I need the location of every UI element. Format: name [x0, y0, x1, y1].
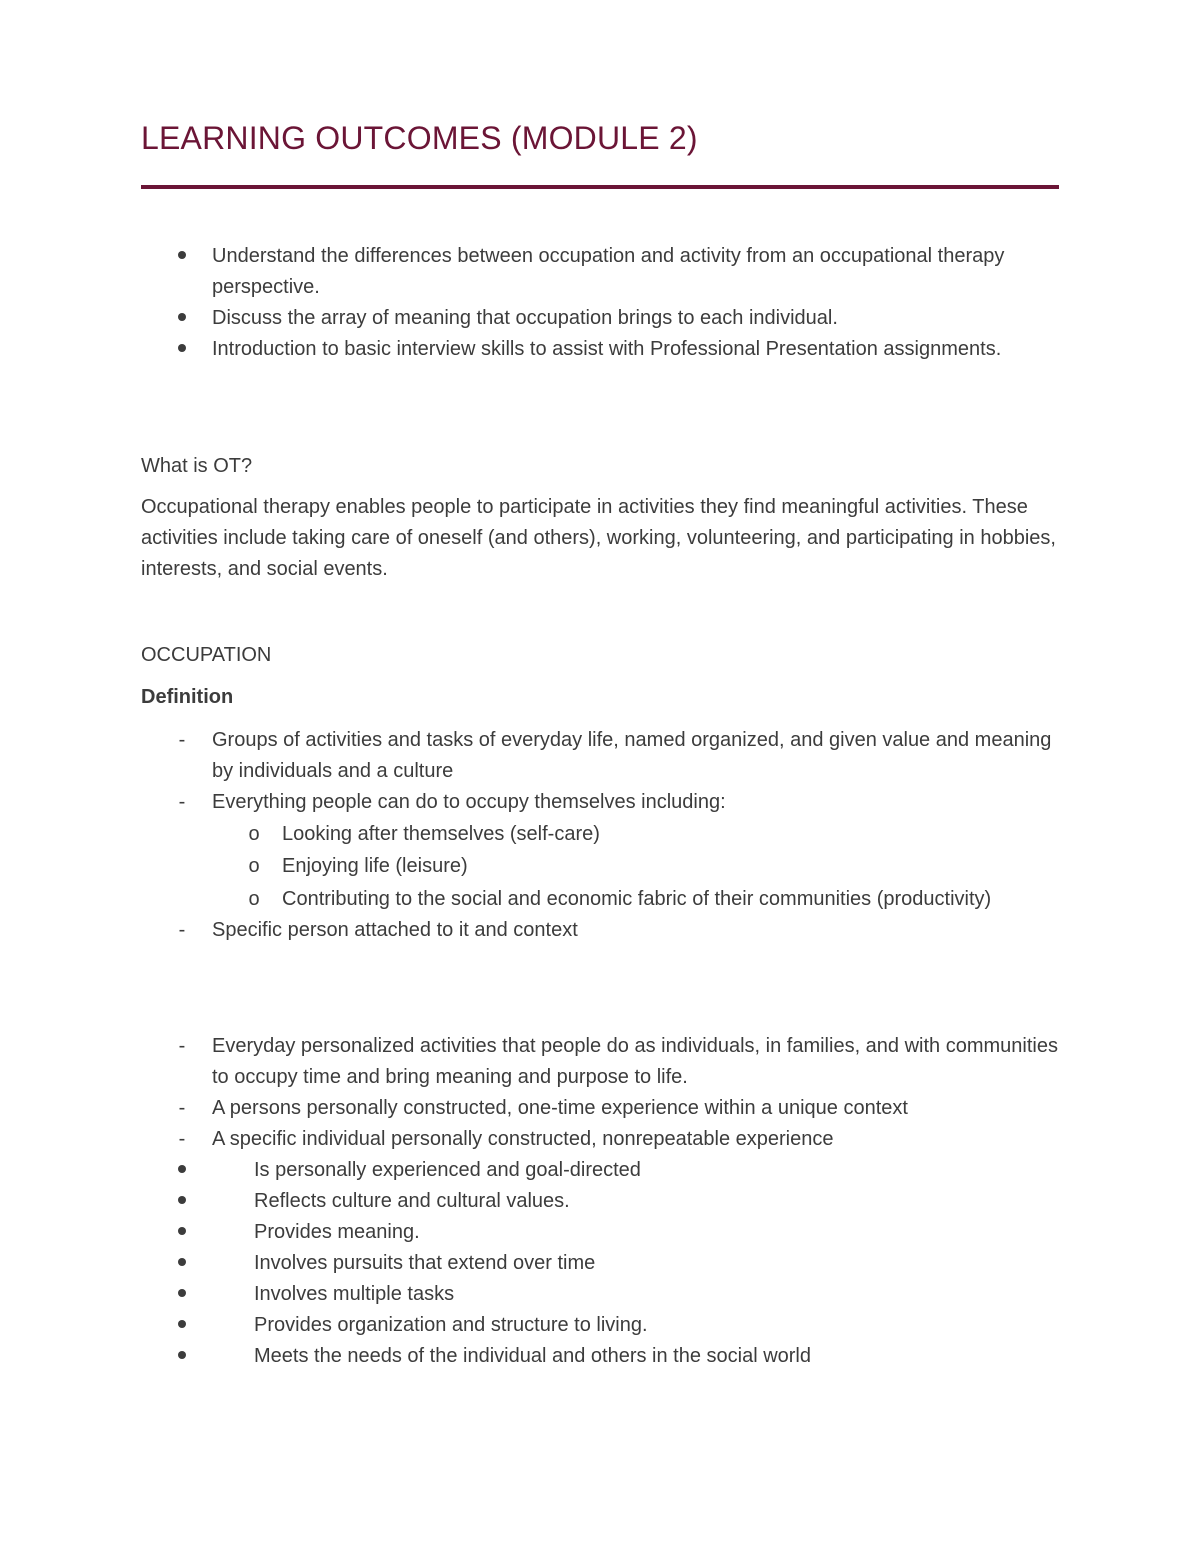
list-item	[141, 725, 1059, 787]
sub-list-item	[141, 851, 1059, 882]
characteristic-text: Involves multiple tasks	[254, 1283, 455, 1305]
list-item	[141, 1341, 1059, 1372]
sub-list-item	[141, 884, 1059, 915]
sub-item-text: Contributing to the social and economic fabric of their communities (productivity)	[282, 888, 992, 910]
list-item	[141, 303, 1059, 334]
dash-marker: -	[178, 1035, 186, 1057]
bullet-icon	[172, 1248, 192, 1279]
bullet-icon	[172, 1341, 192, 1372]
what-is-ot-paragraph: Occupational therapy enables people to participate in activities they find meaningful activities. These activities include taking care of oneself (and others), working, volunteering, and participating in hobbies, interests, and social events.	[141, 496, 1056, 580]
outcome-text: Discuss the array of meaning that occupation brings to each individual.	[212, 307, 838, 329]
bullet-icon	[172, 1217, 192, 1248]
list-item	[141, 1186, 1059, 1217]
list-item	[141, 915, 1059, 946]
list-item	[141, 1248, 1059, 1279]
bullet-icon	[172, 334, 192, 365]
definition-text: Groups of activities and tasks of everyday life, named organized, and given value and meaning by individuals and a culture	[212, 729, 1052, 782]
characteristic-text: Is personally experienced and goal-directed	[254, 1159, 641, 1181]
sub-item-text: Looking after themselves (self-care)	[282, 823, 600, 845]
outcome-text: Introduction to basic interview skills to assist with Professional Presentation assignments.	[212, 338, 1002, 360]
characteristic-text: Meets the needs of the individual and others in the social world	[254, 1345, 812, 1367]
list-item	[141, 1217, 1059, 1248]
list-item	[141, 787, 1059, 818]
outcome-text: Understand the differences between occupation and activity from an occupational therapy perspective.	[212, 245, 1005, 298]
list-item	[141, 1031, 1059, 1093]
bullet-icon	[172, 1310, 192, 1341]
list-item	[141, 1155, 1059, 1186]
description-text: A specific individual personally constructed, nonrepeatable experience	[212, 1128, 834, 1150]
list-item	[141, 334, 1059, 365]
circle-bullet-icon: o	[248, 888, 260, 910]
dash-marker: -	[178, 919, 186, 941]
bullet-icon	[172, 241, 192, 272]
occupation-description-list	[141, 1031, 1059, 1372]
characteristic-text: Involves pursuits that extend over time	[254, 1252, 596, 1274]
learning-outcomes-list	[141, 241, 1059, 365]
characteristic-text: Provides meaning.	[254, 1221, 420, 1243]
bullet-icon	[172, 1186, 192, 1217]
definition-text: Everything people can do to occupy themselves including:	[212, 791, 726, 813]
title-underline	[141, 185, 1059, 189]
definition-list	[141, 725, 1059, 946]
list-item	[141, 241, 1059, 303]
circle-bullet-icon: o	[248, 823, 260, 845]
bullet-icon	[172, 303, 192, 334]
definition-label: Definition	[141, 686, 234, 708]
list-item	[141, 1279, 1059, 1310]
description-text: A persons personally constructed, one-time experience within a unique context	[212, 1097, 908, 1119]
list-item	[141, 1310, 1059, 1341]
bullet-icon	[172, 1279, 192, 1310]
sub-list-item	[141, 819, 1059, 850]
dash-marker: -	[178, 791, 186, 813]
dash-marker: -	[178, 1128, 186, 1150]
what-is-ot-heading: What is OT?	[141, 455, 253, 477]
definition-text: Specific person attached to it and context	[212, 919, 578, 941]
description-text: Everyday personalized activities that people do as individuals, in families, and with communities to occupy time and bring meaning and purpose to life.	[212, 1035, 1058, 1088]
dash-marker: -	[178, 1097, 186, 1119]
list-item	[141, 1093, 1059, 1124]
characteristic-text: Provides organization and structure to living.	[254, 1314, 648, 1336]
dash-marker: -	[178, 729, 186, 751]
characteristic-text: Reflects culture and cultural values.	[254, 1190, 570, 1212]
sub-item-text: Enjoying life (leisure)	[282, 855, 468, 877]
page-title: LEARNING OUTCOMES (MODULE 2)	[141, 120, 698, 156]
bullet-icon	[172, 1155, 192, 1186]
list-item	[141, 1124, 1059, 1155]
circle-bullet-icon: o	[248, 855, 260, 877]
occupation-heading: OCCUPATION	[141, 644, 272, 666]
